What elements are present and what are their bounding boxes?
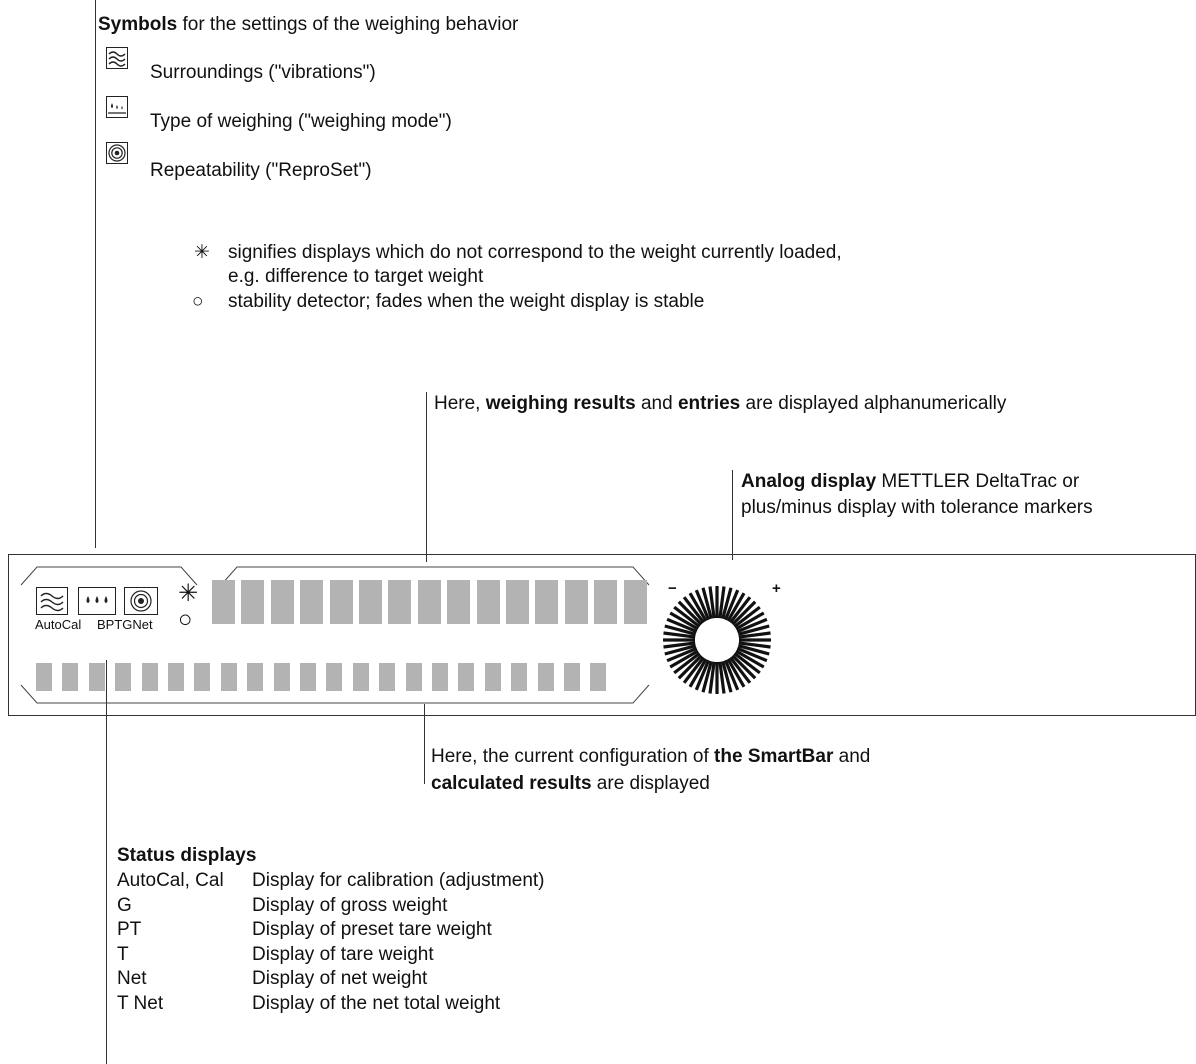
bottom-digit-segment [379,663,395,691]
smartbar-leader-line [424,704,425,784]
bottom-digit-segment [326,663,342,691]
bottom-digit-segment [274,663,290,691]
lcd-circle-icon: ○ [178,606,193,633]
symbols-heading: Symbols for the settings of the weighing behavior [98,14,519,35]
bottom-digit-segment [485,663,501,691]
analog-leader-line [732,470,733,560]
status-key: T [117,943,129,965]
reproset-icon [106,142,128,164]
status-key: T Net [117,992,164,1014]
lcd-status-label: BPTGNet [97,617,153,632]
bottom-digit-segment [511,663,527,691]
top-digit-segment [506,580,529,624]
top-digit-segment [359,580,382,624]
top-digit-segment [594,580,617,624]
top-digit-segment [447,580,470,624]
circle-description: stability detector; fades when the weight display is stable [228,291,705,312]
asterisk-description-line2: e.g. difference to target weight [228,266,484,287]
status-heading: Status displays [117,845,257,866]
status-description: Display of net weight [252,968,428,989]
status-key: AutoCal, Cal [117,870,224,891]
results-leader-line [426,392,427,562]
bottom-digit-segment [564,663,580,691]
lcd-weighing-mode-icon [78,587,116,615]
bottom-digit-segment [194,663,210,691]
lcd-autocal-label: AutoCal [35,617,82,632]
top-digit-segment [300,580,323,624]
smartbar-callout-line2: calculated results are displayed [431,773,710,794]
bottom-digit-segment [300,663,316,691]
analog-callout-line2: plus/minus display with tolerance markers [741,497,1093,518]
bottom-digit-segment [62,663,78,691]
status-description: Display of tare weight [252,943,434,965]
bottom-digit-segment [458,663,474,691]
lcd-star-icon: ✳ [178,580,199,607]
top-digit-segment [418,580,441,624]
vibration-icon [106,47,128,69]
asterisk-icon: ✳ [194,242,210,263]
bottom-digit-segment [353,663,369,691]
bottom-digit-segment [89,663,105,691]
top-digit-segment [271,580,294,624]
top-digit-segment [535,580,558,624]
symbol-label-reproset: Repeatability ("ReproSet") [150,160,372,181]
circle-icon: ○ [192,291,204,312]
top-digit-segment [388,580,411,624]
bottom-digit-segment [432,663,448,691]
bottom-digit-segment [590,663,606,691]
lcd-display-panel [8,554,1196,716]
top-digit-segment [624,580,647,624]
symbols-leader-line [95,0,96,548]
bottom-digit-segment [115,663,131,691]
weighing-mode-icon [106,96,128,118]
status-description: Display of preset tare weight [252,919,492,940]
status-key: Net [117,968,147,989]
lcd-reproset-icon [124,587,158,615]
top-digit-segment [477,580,500,624]
status-key: G [117,894,132,916]
top-digit-segment [330,580,353,624]
deltatrac-plus-marker: + [772,580,781,597]
bottom-digit-segment [221,663,237,691]
status-description: Display of the net total weight [252,992,501,1014]
top-digit-segment [212,580,235,624]
bottom-digit-segment [538,663,554,691]
results-callout: Here, weighing results and entries are displayed alphanumerically [434,393,1007,414]
status-description: Display of gross weight [252,894,448,916]
top-digit-segment [565,580,588,624]
bottom-digit-segment [406,663,422,691]
symbol-label-vibrations: Surroundings ("vibrations") [150,62,376,83]
bottom-digit-segment [168,663,184,691]
bottom-digit-segment [247,663,263,691]
bottom-digit-segment [142,663,158,691]
status-description: Display for calibration (adjustment) [252,870,545,891]
smartbar-callout-line1: Here, the current configuration of the SmartBar and [431,746,871,767]
analog-callout-line1: Analog display METTLER DeltaTrac or [741,471,1080,492]
lcd-vibration-icon [36,587,68,615]
top-digit-segment [241,580,264,624]
symbol-label-weighing-mode: Type of weighing ("weighing mode") [150,111,452,132]
asterisk-description-line1: signifies displays which do not correspond to the weight currently loaded, [228,242,842,263]
bottom-digit-segment [36,663,52,691]
deltatrac-minus-marker: − [668,580,677,597]
status-leader-line [106,660,107,1064]
status-key: PT [117,919,142,940]
